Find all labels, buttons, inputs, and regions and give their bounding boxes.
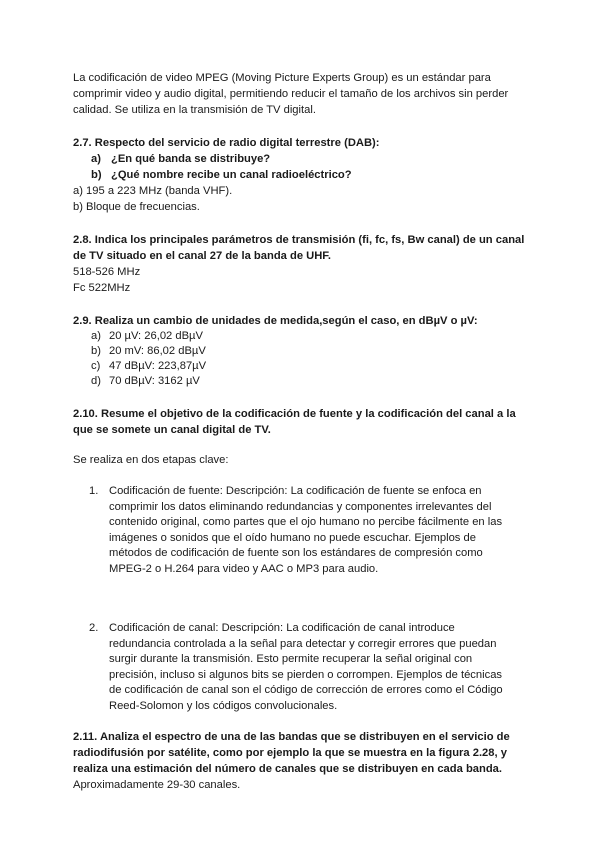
question-2-7-title: 2.7. Respecto del servicio de radio digital terrestre (DAB): <box>73 137 380 149</box>
question-2-9-title: 2.9. Realiza un cambio de unidades de medida,según el caso, en dBµV o µV: <box>73 315 478 327</box>
sub-text: ¿Qué nombre recibe un canal radioeléctrico? <box>111 169 352 181</box>
document-page <box>73 70 533 793</box>
list-text: 20 mV: 86,02 dBµV <box>109 345 206 357</box>
list-item <box>73 374 533 389</box>
intro-paragraph: La codificación de video MPEG (Moving Picture Experts Group) es un estándar para comprimir video y audio digital, permitiendo reducir el tamaño de los archivos sin perder calidad. Se utiliza en la transmisión de TV digital. <box>73 72 509 116</box>
sub-marker: b) <box>91 169 102 181</box>
list-marker: b) <box>91 345 101 357</box>
list-item <box>73 359 533 374</box>
answer-2-8-range: 518-526 MHz <box>73 266 141 278</box>
sub-marker: a) <box>91 153 101 165</box>
list-text: Codificación de canal: Descripción: La codificación de canal introduce redundancia controlada a la señal para detectar y corregir errores que puedan surgir durante la transmisión. Esto permite recuperar la señal original con precisión, incluso si algunos bits se pierden o corrompen. Ejemplos de técnicas de codificación de canal son el código de corrección de errores como el Código Reed-Solomon y los códigos convolucionales. <box>109 622 503 712</box>
answer-2-7-b: b) Bloque de frecuencias. <box>73 201 200 213</box>
numbered-item-source-coding <box>73 484 533 577</box>
answer-2-11: Aproximadamente 29-30 canales. <box>73 779 241 791</box>
answer-2-7-a: a) 195 a 223 MHz (banda VHF). <box>73 185 233 197</box>
list-text: 47 dBµV: 223,87µV <box>109 360 207 372</box>
answer-2-8-fc: Fc 522MHz <box>73 282 131 294</box>
list-text: 70 dBµV: 3162 µV <box>109 375 200 387</box>
list-item <box>73 344 533 359</box>
list-marker: 2. <box>89 622 99 634</box>
list-marker: 1. <box>89 485 99 497</box>
question-2-8-title: 2.8. Indica los principales parámetros de transmisión (fi, fc, fs, Bw canal) de un canal de TV situado en el canal 27 de la banda de UHF. <box>73 234 525 262</box>
question-2-7-sub-a <box>73 151 533 167</box>
numbered-item-channel-coding <box>73 621 533 714</box>
list-marker: c) <box>91 360 101 372</box>
list-text: 20 µV: 26,02 dBµV <box>109 330 203 342</box>
list-item <box>73 329 533 344</box>
list-marker: a) <box>91 330 101 342</box>
question-2-11-title: 2.11. Analiza el espectro de una de las bandas que se distribuyen en el servicio de radiodifusión por satélite, como por ejemplo la que se muestra en la figura 2.28, y realiza una estimación del número de canales que se distribuyen en cada banda. <box>73 731 510 775</box>
list-text: Codificación de fuente: Descripción: La codificación de fuente se enfoca en comprimir los datos eliminando redundancias y componentes irrelevantes del contenido original, como partes que el ojo humano no percibe fácilmente en las imágenes o sonidos que el oído humano no puede escuchar. Ejemplos de métodos de codificación de fuente son los estándares de compresión como MPEG-2 o H.264 para video y AAC o MP3 para audio. <box>109 485 503 575</box>
question-2-10-title: 2.10. Resume el objetivo de la codificación de fuente y la codificación del canal a la que se somete un canal digital de TV. <box>73 408 516 436</box>
sub-text: ¿En qué banda se distribuye? <box>111 153 271 165</box>
list-marker: d) <box>91 375 101 387</box>
question-2-7-sub-b <box>73 167 533 183</box>
question-2-10-lead: Se realiza en dos etapas clave: <box>73 454 229 466</box>
